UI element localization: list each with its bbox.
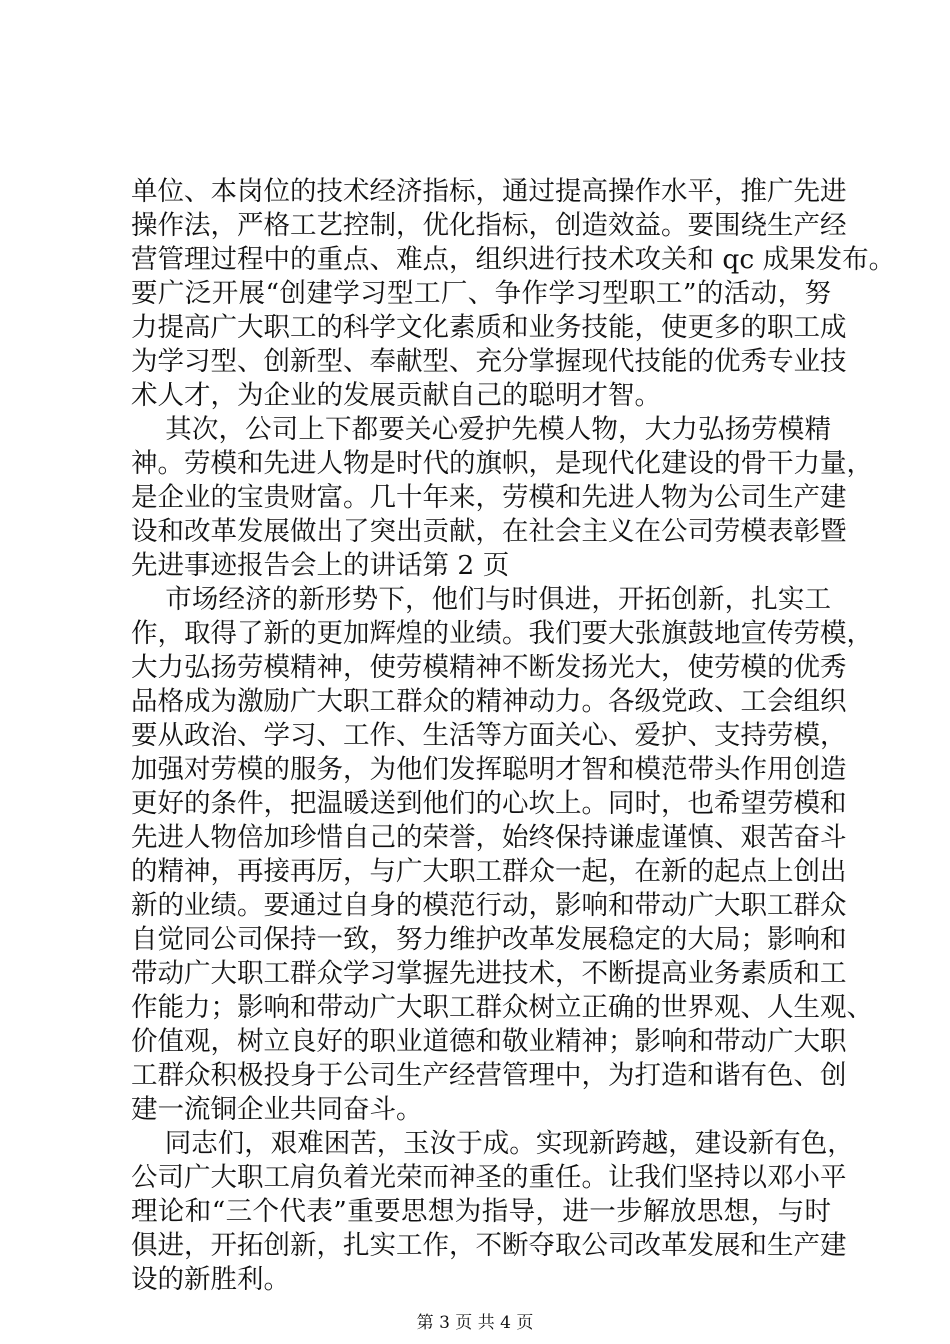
text-line: 单位、本岗位的技术经济指标，通过提高操作水平，推广先进 [131, 176, 847, 207]
text-line: 设的新胜利。 [131, 1264, 290, 1295]
text-line: 神。劳模和先进人物是时代的旗帜，是现代化建设的骨干力量， [131, 448, 873, 479]
text-line: 设和改革发展做出了突出贡献，在社会主义在公司劳模表彰暨 [131, 516, 847, 547]
text-line: 术人才，为企业的发展贡献自己的聪明才智。 [131, 380, 661, 411]
text-line: 品格成为激励广大职工群众的精神动力。各级党政、工会组织 [131, 686, 847, 717]
text-line: 先进人物倍加珍惜自己的荣誉，始终保持谦虚谨慎、艰苦奋斗 [131, 822, 847, 853]
text-line: 理论和“三个代表”重要思想为指导，进一步解放思想，与时 [131, 1196, 831, 1227]
text-line: 自觉同公司保持一致，努力维护改革发展稳定的大局；影响和 [131, 924, 847, 955]
text-line: 的精神，再接再厉，与广大职工群众一起，在新的起点上创出 [131, 856, 847, 887]
text-line: 建一流铜企业共同奋斗。 [131, 1094, 423, 1125]
text-line: 俱进，开拓创新，扎实工作，不断夺取公司改革发展和生产建 [131, 1230, 847, 1261]
text-line: 加强对劳模的服务，为他们发挥聪明才智和模范带头作用创造 [131, 754, 847, 785]
text-line: 操作法，严格工艺控制，优化指标，创造效益。要围绕生产经 [131, 210, 847, 241]
text-line: 更好的条件，把温暖送到他们的心坎上。同时，也希望劳模和 [131, 788, 847, 819]
text-line: 为学习型、创新型、奉献型、充分掌握现代技能的优秀专业技 [131, 346, 847, 377]
text-line: 作能力；影响和带动广大职工群众树立正确的世界观、人生观、 [131, 992, 873, 1023]
text-line: 新的业绩。要通过自身的模范行动，影响和带动广大职工群众 [131, 890, 847, 921]
text-line: 带动广大职工群众学习掌握先进技术，不断提高业务素质和工 [131, 958, 847, 989]
text-line: 力提高广大职工的科学文化素质和业务技能，使更多的职工成 [131, 312, 847, 343]
text-line: 公司广大职工肩负着光荣而神圣的重任。让我们坚持以邓小平 [131, 1162, 847, 1193]
text-line: 市场经济的新形势下，他们与时俱进，开拓创新，扎实工 [131, 584, 831, 615]
text-line: 同志们，艰难困苦，玉汝于成。实现新跨越，建设新有色， [131, 1128, 854, 1159]
text-line: 作，取得了新的更加辉煌的业绩。我们要大张旗鼓地宣传劳模， [131, 618, 873, 649]
text-line: 是企业的宝贵财富。几十年来，劳模和先进人物为公司生产建 [131, 482, 847, 513]
text-line: 先进事迹报告会上的讲话第 2 页 [131, 550, 510, 581]
text-line: 大力弘扬劳模精神，使劳模精神不断发扬光大，使劳模的优秀 [131, 652, 847, 683]
text-line: 工群众积极投身于公司生产经营管理中，为打造和谐有色、创 [131, 1060, 847, 1091]
text-line: 营管理过程中的重点、难点，组织进行技术攻关和 qc 成果发布。 [131, 244, 896, 275]
text-line: 要从政治、学习、工作、生活等方面关心、爱护、支持劳模， [131, 720, 847, 751]
text-line: 要广泛开展“创建学习型工厂、争作学习型职工”的活动，努 [131, 278, 831, 309]
text-line: 其次，公司上下都要关心爱护先模人物，大力弘扬劳模精 [131, 414, 831, 445]
text-line: 价值观，树立良好的职业道德和敬业精神；影响和带动广大职 [131, 1026, 847, 1057]
page-footer: 第 3 页 共 4 页 [416, 1313, 534, 1333]
